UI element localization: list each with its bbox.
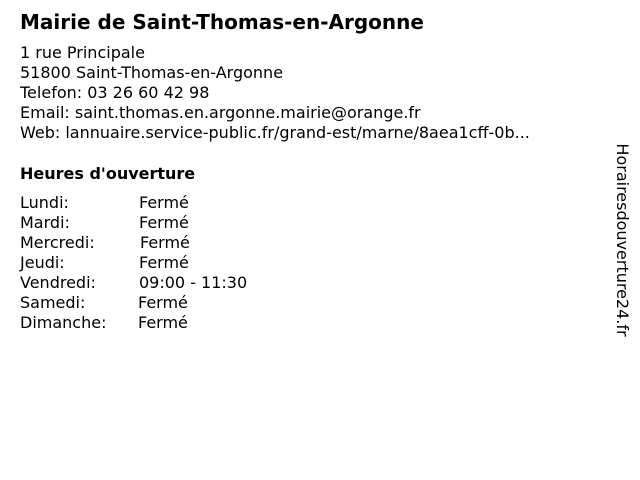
- site-watermark: Horairesdouverture24.fr: [613, 143, 632, 337]
- hours-value: Fermé: [139, 213, 189, 232]
- phone-text: Telefon: 03 26 60 42 98: [20, 83, 210, 102]
- hours-day: Dimanche:: [20, 313, 107, 332]
- hours-day: Samedi:: [20, 293, 86, 312]
- hours-value: 09:00 - 11:30: [139, 273, 248, 292]
- hours-day: Lundi:: [20, 193, 69, 212]
- hours-value: Fermé: [139, 253, 189, 272]
- address-city: 51800 Saint-Thomas-en-Argonne: [20, 63, 284, 82]
- email-text: Email: saint.thomas.en.argonne.mairie@orange.fr: [20, 103, 421, 122]
- hours-value: Fermé: [138, 293, 188, 312]
- contact-block: [20, 43, 530, 143]
- hours-day: Vendredi:: [20, 273, 96, 292]
- hours-day: Jeudi:: [20, 253, 65, 272]
- address-street: 1 rue Principale: [20, 43, 145, 62]
- hours-value: Fermé: [140, 233, 190, 252]
- page-title: Mairie de Saint-Thomas-en-Argonne: [20, 10, 424, 34]
- hours-day: Mercredi:: [20, 233, 95, 252]
- opening-hours-heading: Heures d'ouverture: [20, 164, 196, 183]
- hours-value: Fermé: [139, 193, 189, 212]
- hours-day: Mardi:: [20, 213, 70, 232]
- hours-value: Fermé: [138, 313, 188, 332]
- web-text: Web: lannuaire.service-public.fr/grand-est/marne/8aea1cff-0b...: [20, 123, 530, 142]
